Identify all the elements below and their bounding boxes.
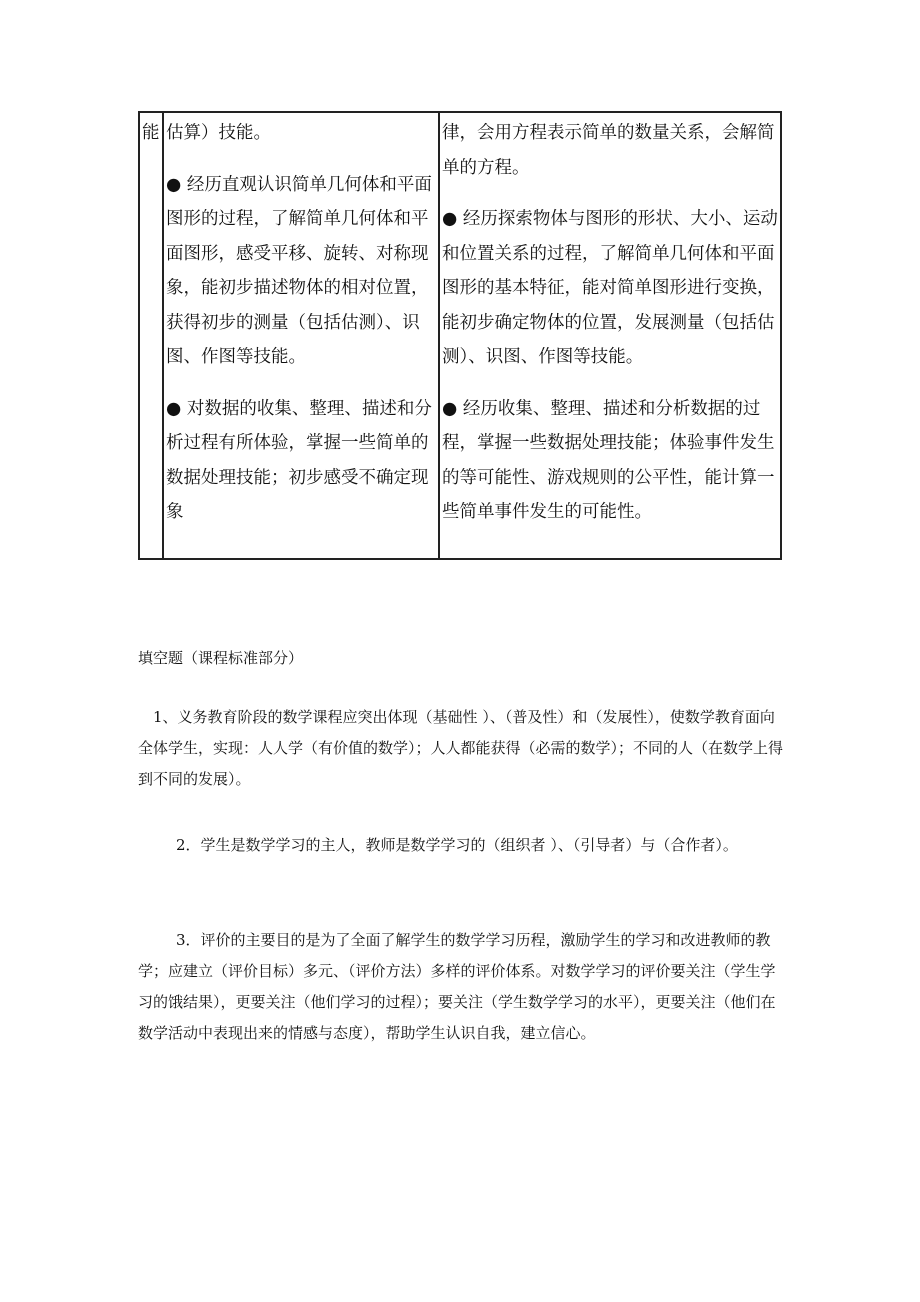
question-1: 1、义务教育阶段的数学课程应突出体现（基础性 ）、（普及性）和（发展性），使数学教育面向全体学生，实现：人人学（有价值的数学）；人人都能获得（必需的数学）；不同的人（在数学上得到不同的发展）。 [138,708,784,788]
cell-text: ● 对数据的收集、整理、描述和分析过程有所体验，掌握一些简单的数据处理技能；初步感受不确定现象 [166,398,432,522]
table-cell-row-label [142,116,164,151]
section-title: 填空题（课程标准部分） [138,649,304,667]
row-label-text: 能 [142,123,160,143]
question-3: 3．评价的主要目的是为了全面了解学生的数学学习历程，激励学生的学习和改进教师的教学；应建立（评价目标）多元、（评价方法）多样的评价体系。对数学学习的评价要关注（学生学习的饿结果），更要关注（他们学习的过程）；要关注（学生数学学习的水平），更要关注（他们在数学活动中表现出来的情感与态度），帮助学生认识自我，建立信心。 [138,931,776,1042]
question-2: 2．学生是数学学习的主人，教师是数学学习的（组织者 ）、（引导者）与（合作者）。 [176,836,738,854]
cell-text: ● 经历探索物体与图形的形状、大小、运动和位置关系的过程，了解简单几何体和平面图形的基本特征，能对简单图形进行变换，能初步确定物体的位置，发展测量（包括估测）、识图、作图等技能。 [442,209,778,367]
table-cell-upper-grade [442,116,782,530]
table-divider [162,113,164,558]
cell-text: ● 经历收集、整理、描述和分析数据的过程，掌握一些数据处理技能；体验事件发生的等可能性、游戏规则的公平性，能计算一些简单事件发生的可能性。 [442,398,775,522]
standards-table [138,111,782,560]
table-cell-lower-grade [166,116,440,530]
cell-text: ● 经历直观认识简单几何体和平面图形的过程，了解简单几何体和平面图形，感受平移、旋转、对称现象，能初步描述物体的相对位置，获得初步的测量（包括估测）、识图、作图等技能。 [166,174,432,367]
cell-text: 估算）技能。 [166,123,271,143]
cell-text: 律，会用方程表示简单的数量关系，会解简单的方程。 [442,123,775,178]
